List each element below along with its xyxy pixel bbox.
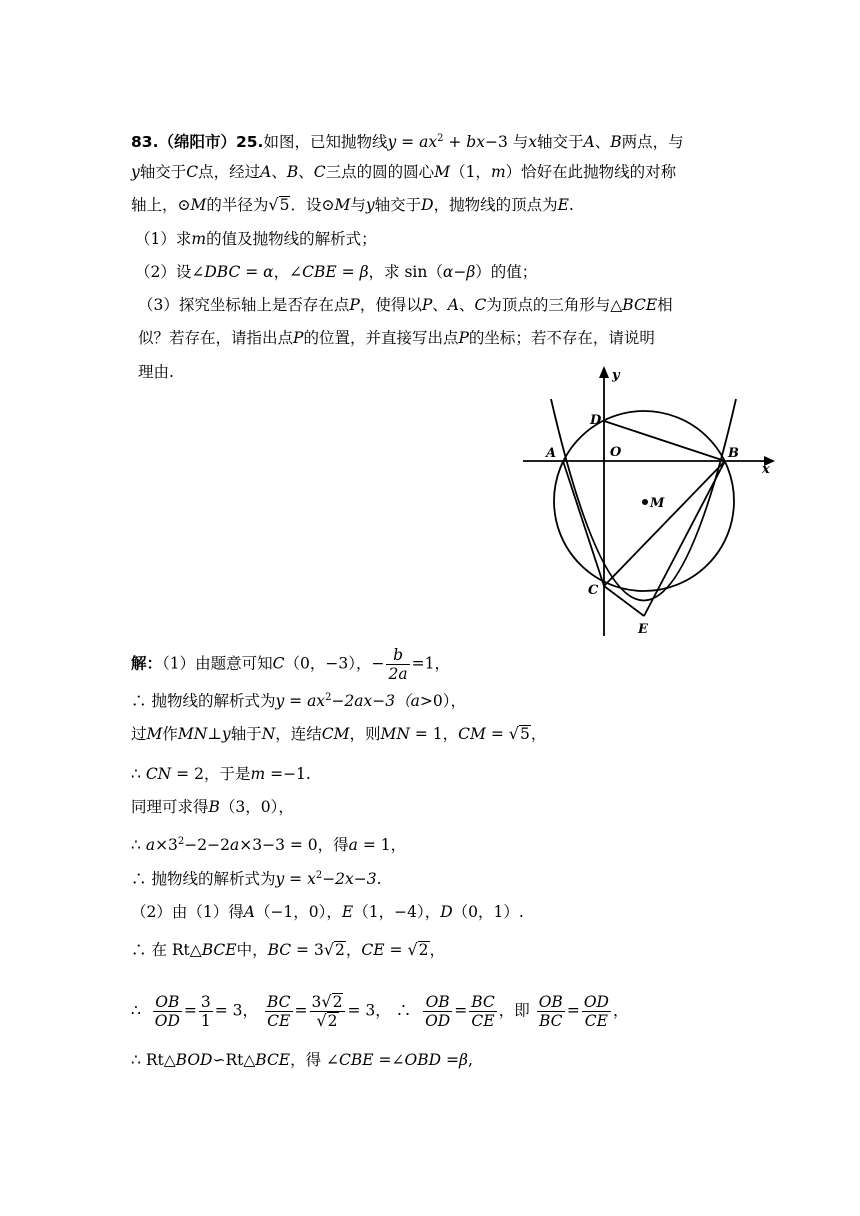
text: 中， (236, 941, 268, 959)
math: CBE (339, 1051, 374, 1069)
math: P (421, 296, 433, 314)
text: 相 (657, 296, 673, 314)
solution-line-5 (131, 797, 294, 817)
text: =−1. (265, 765, 311, 783)
text: 点，经过 (198, 163, 261, 181)
text: 的位置，并直接写出点 (303, 329, 459, 347)
label-y: y (612, 368, 620, 383)
text: 轴上，⊙ (131, 196, 191, 214)
text: ）的值； (475, 263, 538, 281)
text: = 3， (214, 1001, 259, 1020)
math: MN (380, 725, 410, 743)
text: = 3 (291, 941, 324, 959)
text: ，则 (349, 725, 381, 743)
math: B (610, 133, 622, 152)
math: y (221, 725, 231, 743)
math: BOD (175, 1051, 213, 1069)
text: 理由. (138, 363, 174, 381)
label-a: A (546, 446, 557, 461)
text: >0）， (419, 692, 466, 711)
math: a (410, 692, 420, 711)
math: C (313, 163, 326, 181)
text: ，抛物线的顶点为 (433, 196, 558, 214)
text: 如图，已知抛物线 (263, 133, 388, 152)
numerator: OD (583, 993, 609, 1011)
math: M (190, 196, 207, 214)
numerator: OB (153, 993, 182, 1012)
therefore-symbol: ∴ (131, 765, 141, 783)
math: N (261, 725, 276, 743)
text: ×3−3 = 0，得 (239, 836, 349, 855)
fraction (310, 993, 346, 1030)
text: （2）设∠ (135, 263, 205, 281)
label-m: M (650, 496, 665, 511)
denominator: OD (154, 1012, 180, 1030)
label-o: O (610, 445, 622, 460)
math: CBE (302, 263, 337, 281)
radical-sign: √ (316, 1011, 327, 1030)
text: 、 (298, 163, 314, 181)
text: 的坐标；若不存在，请说明 (468, 329, 655, 347)
math: 5 (519, 725, 530, 743)
math-sup: 2 (325, 692, 332, 703)
problem-number: 83. (131, 133, 159, 152)
text: − (371, 654, 385, 673)
math-sup: 2 (437, 133, 444, 144)
text: + (443, 133, 467, 152)
text: 同理可求得 (131, 798, 209, 816)
numerator (310, 993, 346, 1012)
math: ax (419, 133, 438, 152)
text: 轴于 (230, 725, 262, 743)
math: β (359, 263, 369, 281)
math: P (293, 329, 304, 347)
math: a (145, 836, 156, 855)
text: ，得 ∠ (290, 1051, 340, 1069)
text: 抛物线的解析式为 (151, 870, 276, 889)
text: = (294, 1001, 308, 1020)
fraction (537, 993, 565, 1030)
math: bx (466, 133, 485, 152)
math: A (260, 163, 272, 181)
math: α−β (442, 263, 476, 281)
math: 2 (335, 941, 345, 959)
solution-line-2 (131, 688, 466, 711)
solution-heading: 解： (131, 654, 163, 673)
text: = (454, 1001, 468, 1020)
text: = (566, 1001, 580, 1020)
text: （0，−3）， (284, 654, 372, 673)
math: −2ax−3（ (331, 692, 411, 711)
text: , (467, 1051, 473, 1069)
math: m (490, 163, 506, 181)
solution-line-11 (131, 1050, 473, 1070)
therefore-symbol: ∴ (131, 941, 147, 959)
text: 轴交于 (536, 133, 584, 152)
denominator: CE (267, 1012, 291, 1030)
math: BCE (201, 941, 237, 959)
text: （1， (450, 163, 491, 181)
solution-line-1 (131, 646, 450, 683)
math: BCE (255, 1051, 291, 1069)
therefore-symbol: ∴ (131, 870, 147, 889)
fraction (199, 993, 213, 1030)
fraction (469, 993, 497, 1030)
math: y (365, 196, 375, 214)
text: = (384, 941, 408, 959)
therefore-symbol: ∴ (131, 836, 141, 855)
math: D (440, 903, 453, 921)
numerator: BC (471, 993, 495, 1011)
solution-line-9 (131, 940, 445, 960)
math: P (349, 296, 360, 314)
denominator: 1 (200, 1012, 211, 1030)
text: ∽Rt△ (212, 1051, 256, 1069)
segment-bc (604, 461, 725, 586)
radical-sign: √ (323, 940, 335, 959)
fraction (582, 993, 611, 1030)
radical-sign: √ (268, 195, 279, 214)
text: （3）探究坐标轴上是否存在点 (138, 296, 350, 314)
text: （−1，0）， (254, 903, 342, 921)
math: y (131, 163, 140, 181)
text: = (441, 1051, 459, 1069)
label-b: B (728, 446, 739, 461)
text: . (568, 196, 574, 214)
text: ，即 (498, 1001, 530, 1020)
math: A (243, 903, 255, 921)
math: CM (458, 725, 486, 743)
radical-sign: √ (321, 992, 332, 1011)
math: CE (361, 941, 385, 959)
therefore-symbol: ∴ (131, 1051, 141, 1069)
text: （1）求 (135, 230, 192, 248)
text: = (336, 263, 360, 281)
label-d: D (590, 413, 602, 428)
text: 、 (432, 296, 448, 314)
therefore-symbol: ∴ (131, 692, 147, 711)
segment-db (604, 421, 725, 461)
text: ，∠ (273, 263, 303, 281)
problem-source: （绵阳市） (158, 133, 236, 152)
denominator: BC (538, 1012, 563, 1030)
label-x: x (762, 462, 770, 477)
text: 似？若存在，请指出点 (138, 329, 294, 347)
numerator: b (386, 646, 409, 665)
text: （1，−4）， (353, 903, 441, 921)
solution-line-3 (131, 724, 546, 744)
math: m (250, 765, 266, 783)
text: =∠ (373, 1051, 405, 1069)
text: ）恰好在此抛物线的对称 (505, 163, 677, 181)
math: MN (177, 725, 208, 743)
math: E (341, 903, 354, 921)
text: （0，1）. (452, 903, 524, 921)
denominator: OD (425, 1012, 451, 1030)
math-sup: 2 (315, 870, 323, 881)
math: y = x (275, 870, 316, 889)
text: 、 (594, 133, 611, 152)
math: 5 (279, 196, 290, 214)
math: m (191, 230, 207, 248)
text: （3，0）， (219, 798, 294, 816)
math: CM (321, 725, 350, 743)
text: 过 (131, 725, 147, 743)
text: 为顶点的三角形与△ (486, 296, 623, 314)
solution-line-6 (131, 832, 406, 855)
math: BC (267, 941, 292, 959)
text: = (183, 1001, 197, 1020)
text: 的值及抛物线的解析式； (206, 230, 377, 248)
text: ．设⊙ (290, 196, 335, 214)
numerator: BC (266, 993, 291, 1011)
math: A (583, 133, 595, 152)
fraction (265, 993, 293, 1030)
center-m-dot (642, 499, 648, 505)
denominator (310, 1012, 346, 1030)
math: 3 (311, 993, 322, 1011)
math: y (387, 133, 397, 152)
text: ，连结 (275, 725, 322, 743)
denominator: CE (471, 1012, 495, 1030)
text: ，使得以 (359, 296, 422, 314)
text: 轴交于 (139, 163, 187, 181)
text: = (396, 133, 420, 152)
text: （2）由（1）得 (131, 903, 244, 921)
math: DBC (204, 263, 241, 281)
denominator: 2a (388, 665, 408, 683)
math: α (263, 263, 274, 281)
label-c: C (588, 583, 599, 598)
label-e: E (638, 622, 648, 637)
text: = 1， (409, 725, 459, 743)
text: 的半径为 (206, 196, 269, 214)
fraction (386, 646, 409, 683)
therefore-symbol: ∴ (395, 1001, 412, 1020)
segment-be (644, 461, 725, 616)
text: ×3 (155, 836, 178, 855)
text: 抛物线的解析式为 (151, 692, 276, 711)
math: 2 (332, 993, 343, 1011)
solution-line-7 (131, 866, 382, 889)
math: B (286, 163, 299, 181)
text: ， (612, 1001, 629, 1020)
math: CN (145, 765, 172, 783)
denominator: CE (584, 1012, 608, 1030)
therefore-symbol: ∴ (131, 1001, 141, 1020)
math: P (458, 329, 469, 347)
math: β (458, 1051, 468, 1069)
math: y = ax (275, 692, 326, 711)
text: （1）由题意可知 (162, 654, 273, 673)
math: x (528, 133, 537, 152)
text: 在 Rt△ (151, 941, 202, 959)
text: = 2，于是 (171, 765, 251, 783)
fraction (423, 993, 452, 1030)
y-axis-arrow (599, 366, 609, 378)
text: =1， (411, 654, 450, 673)
text: 、 (271, 163, 287, 181)
text: ， (429, 941, 446, 959)
text: = 1， (357, 836, 407, 855)
text: ，求 sin（ (368, 263, 443, 281)
math: 2 (418, 941, 429, 959)
text: 与 (350, 196, 366, 214)
numerator: OB (538, 993, 563, 1011)
solution-line-4 (131, 764, 311, 784)
text: 轴交于 (374, 196, 422, 214)
text: −3 与 (484, 133, 529, 152)
solution-line-8 (131, 902, 524, 922)
numerator: 3 (200, 993, 211, 1011)
math: 2 (327, 1012, 338, 1030)
math: M (146, 725, 163, 743)
text: ， (530, 725, 547, 743)
math: a (348, 836, 358, 855)
math: D (421, 196, 434, 214)
text: = (485, 725, 509, 743)
solution-line-10 (131, 993, 628, 1030)
math: OBD (404, 1051, 442, 1069)
radical-sign: √ (508, 724, 519, 743)
math: C (186, 163, 199, 181)
text: 两点，与 (621, 133, 684, 152)
question-number: 25. (235, 133, 264, 152)
math: E (557, 196, 569, 214)
math: C (474, 296, 487, 314)
math-sup: 2 (177, 836, 185, 847)
text: Rt△ (145, 1051, 176, 1069)
fraction (153, 993, 182, 1030)
text: ， (345, 941, 362, 959)
math: −2x−3. (322, 870, 382, 889)
text: = (240, 263, 264, 281)
math: M (334, 196, 351, 214)
text: 作 (162, 725, 178, 743)
text: ⊥ (207, 725, 222, 743)
math: a (230, 836, 240, 855)
numerator: OB (423, 993, 452, 1012)
math: M (434, 163, 451, 181)
text: −2−2 (184, 836, 230, 855)
math: BCE (622, 296, 658, 314)
radical-sign: √ (407, 940, 418, 959)
text: = 3， (347, 1001, 391, 1020)
text: 三点的圆的圆心 (325, 163, 435, 181)
text: 、 (458, 296, 475, 314)
math: B (208, 798, 220, 816)
math: A (447, 296, 459, 314)
math: C (272, 654, 285, 673)
